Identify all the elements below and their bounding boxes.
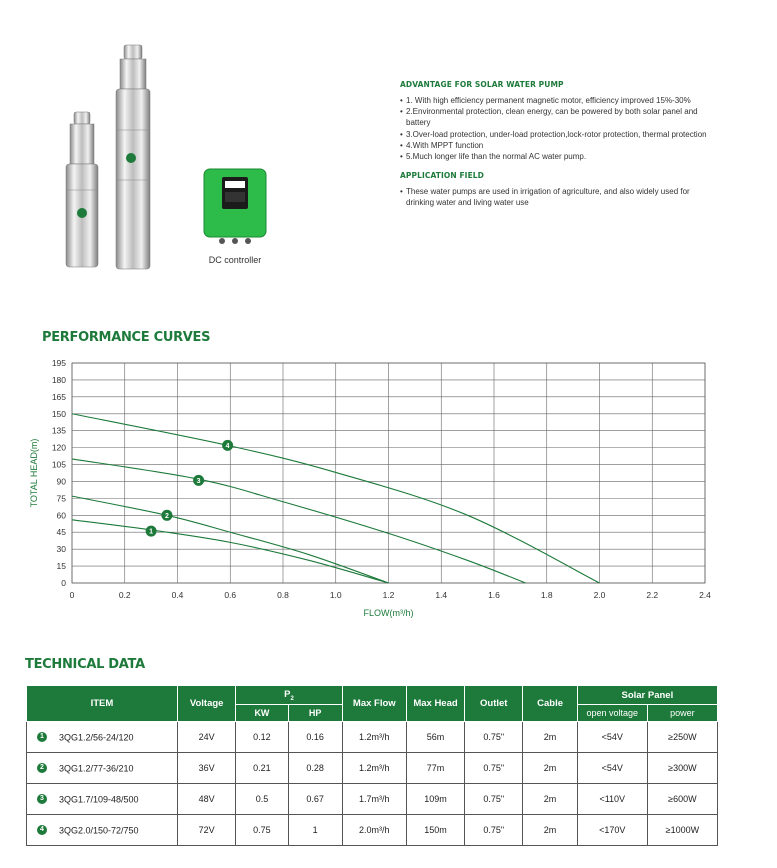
header-power: power [647, 705, 717, 722]
performance-title: PERFORMANCE CURVES [42, 330, 211, 345]
cell-power: ≥600W [647, 784, 717, 815]
row-number-badge: 1 [37, 732, 47, 742]
y-tick-label: 30 [56, 544, 66, 555]
item-model: 3QG1.2/56-24/120 [59, 732, 134, 743]
y-tick-label: 180 [51, 374, 66, 385]
x-tick-label: 2.2 [646, 590, 659, 600]
x-tick-label: 1.6 [488, 590, 500, 600]
cell-outlet: 0.75" [465, 753, 523, 784]
cell-cable: 2m [523, 815, 577, 846]
cell-max-flow: 1.7m³/h [342, 784, 406, 815]
cell-voltage: 36V [177, 753, 235, 784]
header-max-head: Max Head [406, 686, 464, 722]
header-solar-panel: Solar Panel [577, 686, 717, 705]
x-tick-label: 0 [69, 590, 75, 600]
y-tick-label: 0 [61, 578, 66, 588]
cell-hp: 0.67 [288, 784, 342, 815]
technical-table [26, 685, 718, 846]
table-row [27, 784, 718, 815]
cell-kw: 0.12 [236, 722, 288, 753]
row-number-badge: 2 [37, 763, 47, 773]
advantage-item: • 5.Much longer life than the normal AC water pump. [400, 151, 710, 162]
cell-hp: 0.28 [288, 753, 342, 784]
series-marker-label: 2 [164, 512, 169, 520]
application-title: APPLICATION FIELD [400, 171, 485, 181]
x-tick-label: 2.0 [593, 590, 606, 600]
cell-open-voltage: <110V [577, 784, 647, 815]
x-tick-label: 0.2 [118, 590, 131, 600]
series-marker-label: 1 [149, 528, 154, 536]
item-model: 3QG1.7/109-48/500 [59, 794, 139, 805]
y-tick-label: 150 [51, 408, 66, 419]
cell-item [27, 753, 178, 784]
series-line-3 [72, 459, 526, 583]
cell-power: ≥300W [647, 753, 717, 784]
item-model: 3QG2.0/150-72/750 [59, 825, 139, 836]
y-tick-label: 135 [51, 425, 66, 436]
y-tick-label: 15 [56, 561, 66, 572]
y-tick-label: 45 [56, 527, 66, 538]
x-tick-label: 1.8 [540, 590, 553, 600]
x-tick-label: 1.2 [382, 590, 395, 600]
cell-voltage: 24V [177, 722, 235, 753]
technical-title: TECHNICAL DATA [25, 657, 145, 672]
cell-max-flow: 1.2m³/h [342, 753, 406, 784]
x-tick-label: 1.0 [329, 590, 342, 600]
header-outlet: Outlet [465, 686, 523, 722]
header-voltage: Voltage [177, 686, 235, 722]
row-number-badge: 4 [37, 825, 47, 835]
cell-power: ≥250W [647, 722, 717, 753]
cell-open-voltage: <54V [577, 722, 647, 753]
advantage-item: • 2.Environmental protection, clean energy, can be powered by both solar panel and battery [400, 106, 710, 128]
table-row [27, 753, 718, 784]
advantage-item: • 3.Over-load protection, under-load protection,lock-rotor protection, thermal protection [400, 129, 710, 140]
y-tick-label: 75 [56, 493, 66, 504]
y-tick-label: 120 [51, 442, 66, 453]
cell-max-flow: 1.2m³/h [342, 722, 406, 753]
y-tick-label: 90 [56, 476, 66, 487]
cell-open-voltage: <54V [577, 753, 647, 784]
table-row [27, 722, 718, 753]
cell-max-head: 56m [406, 722, 464, 753]
cell-max-head: 150m [406, 815, 464, 846]
dc-controller-image [200, 165, 270, 245]
cell-cable: 2m [523, 784, 577, 815]
y-axis-label: TOTAL HEAD(m) [29, 438, 39, 508]
header-kw: KW [236, 705, 288, 722]
cell-open-voltage: <170V [577, 815, 647, 846]
table-row [27, 815, 718, 846]
x-tick-label: 0.6 [224, 590, 237, 600]
solar-pump-image [60, 40, 180, 275]
cell-cable: 2m [523, 722, 577, 753]
cell-outlet: 0.75" [465, 722, 523, 753]
cell-hp: 1 [288, 815, 342, 846]
cell-max-head: 77m [406, 753, 464, 784]
header-item: ITEM [27, 686, 178, 722]
x-tick-label: 0.4 [171, 590, 184, 600]
series-marker-label: 3 [196, 477, 201, 485]
row-number-badge: 3 [37, 794, 47, 804]
cell-item [27, 722, 178, 753]
cell-power: ≥1000W [647, 815, 717, 846]
application-item: • These water pumps are used in irrigation of agriculture, and also widely used for drinking water and living water use [400, 186, 710, 208]
x-tick-label: 0.8 [277, 590, 289, 600]
header-p2 [236, 686, 342, 705]
cell-item [27, 784, 178, 815]
cell-voltage: 72V [177, 815, 235, 846]
item-model: 3QG1.2/77-36/210 [59, 763, 134, 774]
cell-max-flow: 2.0m³/h [342, 815, 406, 846]
cell-kw: 0.5 [236, 784, 288, 815]
header-p2-label: P [284, 688, 291, 700]
cell-kw: 0.21 [236, 753, 288, 784]
cell-kw: 0.75 [236, 815, 288, 846]
cell-hp: 0.16 [288, 722, 342, 753]
header-cable: Cable [523, 686, 577, 722]
header-open-voltage: open voltage [577, 705, 647, 722]
advantage-item: • 1. With high efficiency permanent magnetic motor, efficiency improved 15%-30% [400, 95, 710, 106]
advantage-title: ADVANTAGE FOR SOLAR WATER PUMP [400, 80, 564, 89]
header-hp: HP [288, 705, 342, 722]
x-tick-label: 1.4 [435, 590, 448, 600]
y-tick-label: 105 [51, 459, 66, 470]
header-p2-sub: 2 [290, 695, 294, 702]
cell-cable: 2m [523, 753, 577, 784]
y-tick-label: 195 [51, 358, 66, 368]
performance-chart [25, 355, 725, 620]
application-list [400, 186, 710, 208]
advantage-item: • 4.With MPPT function [400, 140, 710, 151]
y-tick-label: 165 [51, 391, 66, 402]
cell-outlet: 0.75" [465, 815, 523, 846]
cell-outlet: 0.75" [465, 784, 523, 815]
advantage-section [400, 80, 710, 209]
cell-max-head: 109m [406, 784, 464, 815]
cell-voltage: 48V [177, 784, 235, 815]
dc-controller-caption: DC controller [208, 255, 262, 265]
advantage-list [400, 95, 710, 162]
series-marker-label: 4 [225, 442, 230, 450]
x-axis-label: FLOW(m³/h) [363, 608, 414, 618]
cell-item [27, 815, 178, 846]
y-tick-label: 60 [56, 510, 66, 521]
x-tick-label: 2.4 [699, 590, 711, 600]
header-max-flow: Max Flow [342, 686, 406, 722]
